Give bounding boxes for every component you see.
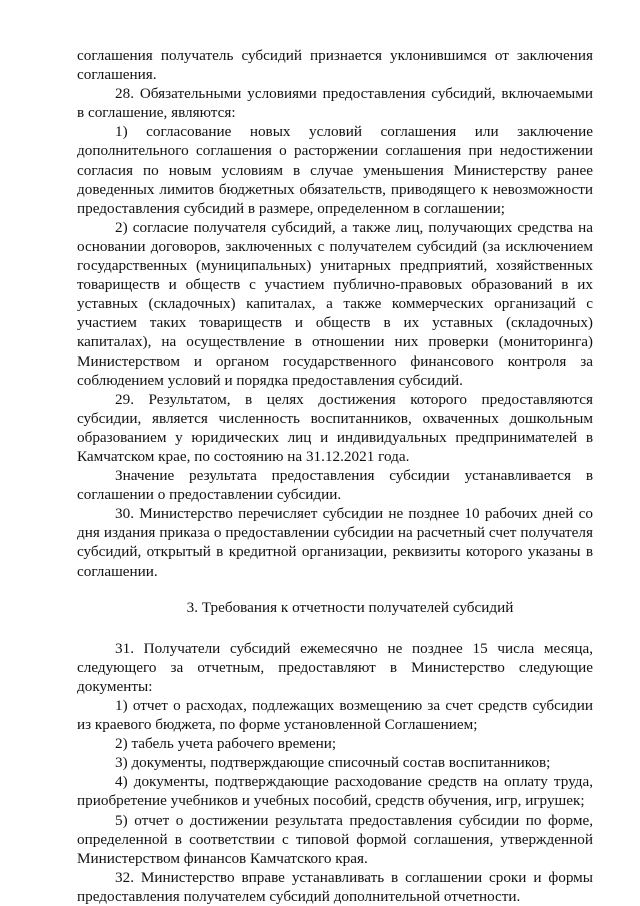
paragraph-30: 30. Министерство перечисляет субсидии не позднее 10 рабочих дней со дня издания приказа о предоставлении субсидии на расчетный счет получателя субсидий, открытый в кредитной организации, реквизиты которого указаны в соглашении. xyxy=(77,505,593,580)
paragraph-31-item-5: 5) отчет о достижении результата предоставления субсидии по форме, определенной в соответствии с типовой формой соглашения, утвержденной Министерством финансов Камчатского края. xyxy=(77,811,593,867)
paragraph-28-item-1: 1) согласование новых условий соглашения или заключение дополнительного соглашения о расторжении соглашения при недостижении согласия по новым условиям в случае уменьшения Министерству ранее доведенных лимитов бюджетных обязательств, приводящего к невозможности предоставления субсидий в размере, определенном в соглашении; xyxy=(77,123,593,217)
paragraph-31-item-2: 2) табель учета рабочего времени; xyxy=(115,735,337,753)
paragraph-29: 29. Результатом, в целях достижения которого предоставляются субсидии, является численность воспитанников, охваченных дошкольным образованием у юридических лиц и индивидуальных предпринимателей в Камчатском крае, по состоянию на 31.12.2021 года. xyxy=(77,390,593,465)
paragraph-28: 28. Обязательными условиями предоставления субсидий, включаемыми в соглашение, являются: xyxy=(77,85,593,122)
paragraph-29-value: Значение результата предоставления субсидии устанавливается в соглашении о предоставлении субсидии. xyxy=(77,467,593,504)
spacer xyxy=(77,617,593,639)
document-page xyxy=(77,46,593,906)
paragraph-31-item-1: 1) отчет о расходах, подлежащих возмещению за счет средств субсидии из краевого бюджета, по форме установленной Соглашением; xyxy=(77,697,593,734)
paragraph-31-item-3: 3) документы, подтверждающие списочный состав воспитанников; xyxy=(115,754,551,772)
section-3-heading: 3. Требования к отчетности получателей субсидий xyxy=(186,598,514,616)
spacer xyxy=(77,581,593,598)
paragraph-31: 31. Получатели субсидий ежемесячно не позднее 15 числа месяца, следующего за отчетным, предоставляют в Министерство следующие документы: xyxy=(77,639,593,695)
paragraph-28-item-2: 2) согласие получателя субсидий, а также лиц, получающих средства на основании договоров, заключенных с получателем субсидий (за исключением государственных (муниципальных) унитарных предприятий, хозяйственных товариществ и обществ с участием публично-правовых образований в их уставных (складочных) капиталах, а также коммерческих организаций с участием таких товариществ и обществ в их уставных (складочных) капиталах), на осуществление в отношении них проверки (мониторинга) Министерством и органом государственного финансового контроля за соблюдением условий и порядка предоставления субсидий. xyxy=(77,218,593,389)
paragraph-continued: соглашения получатель субсидий признается уклонившимся от заключения соглашения. xyxy=(77,47,593,84)
paragraph-31-item-4: 4) документы, подтверждающие расходование средств на оплату труда, приобретение учебников и учебных пособий, средств обучения, игр, игрушек; xyxy=(77,773,593,810)
paragraph-32: 32. Министерство вправе устанавливать в соглашении сроки и формы предоставления получателем субсидий дополнительной отчетности. xyxy=(77,868,593,905)
